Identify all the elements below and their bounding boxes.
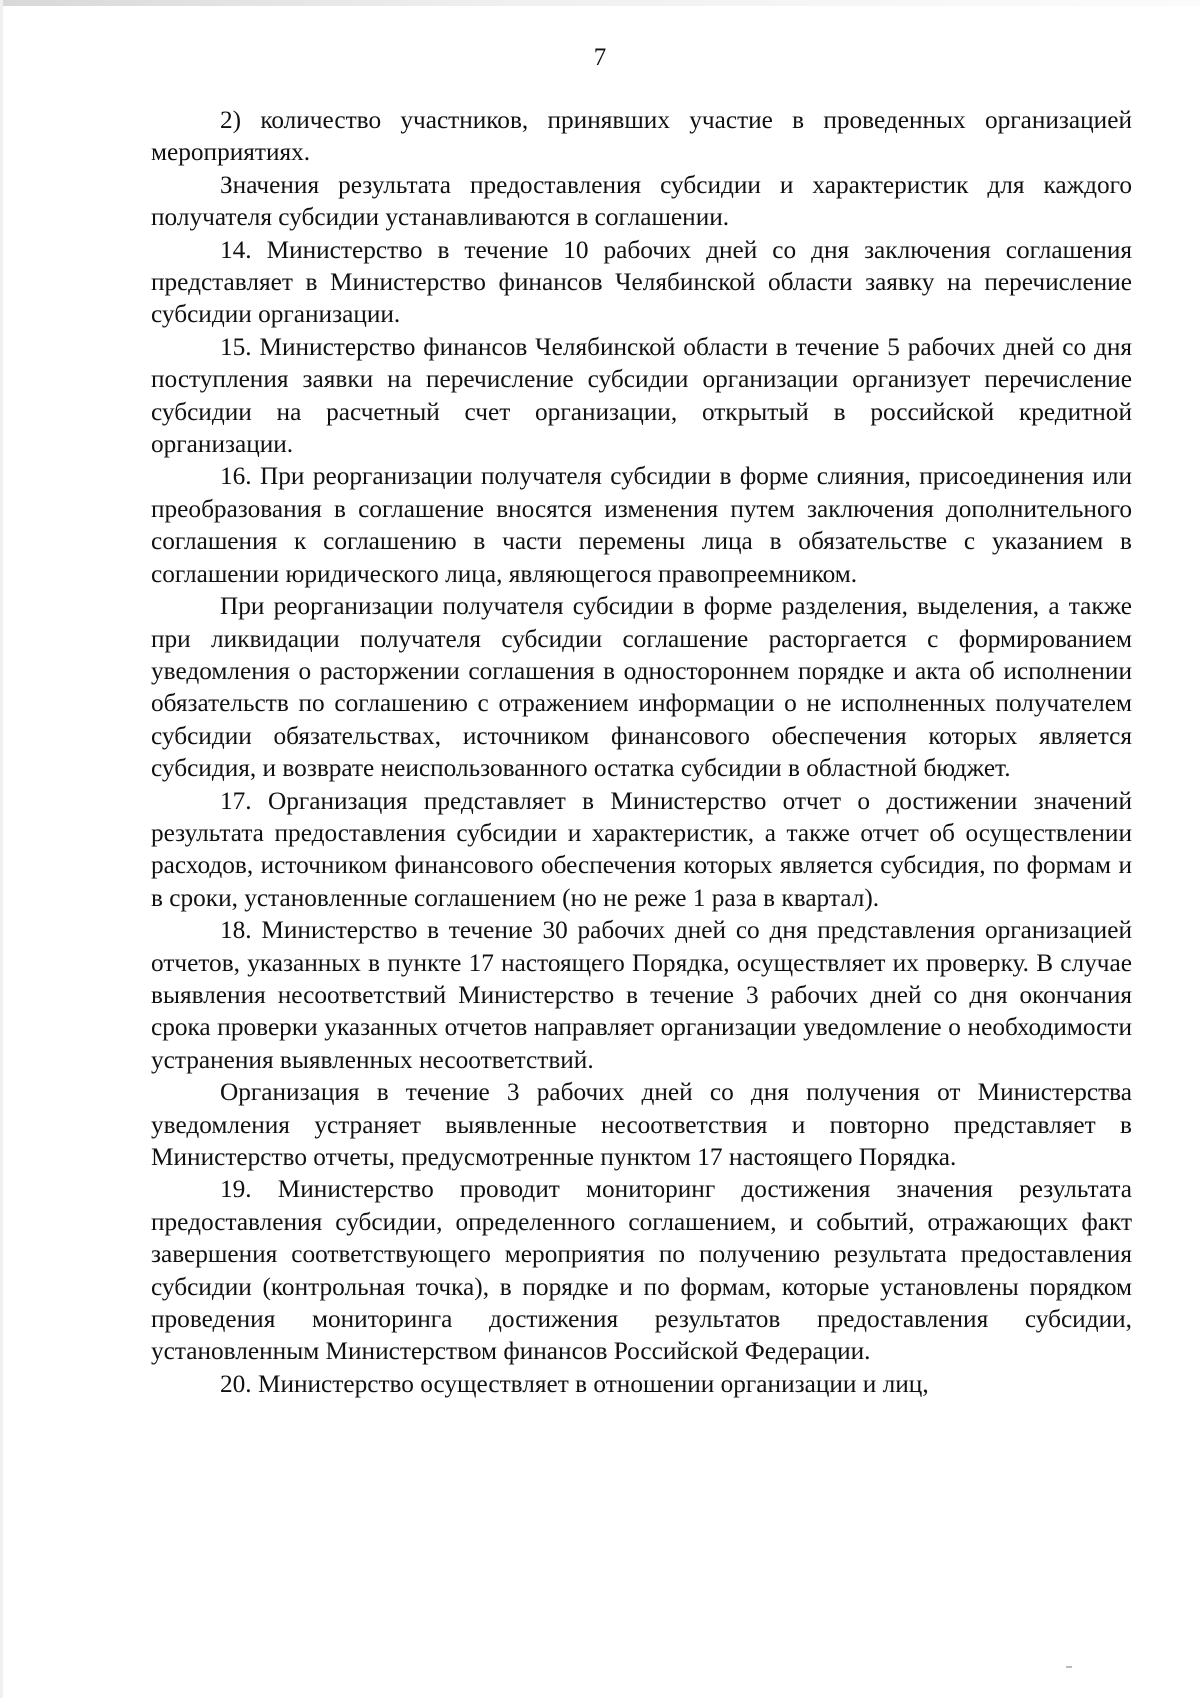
paragraph-20: 20. Министерство осуществляет в отношении организации и лиц,	[220, 1369, 929, 1398]
paragraph-15: 15. Министерство финансов Челябинской области в течение 5 рабочих дней со дня поступления заявки на перечисление субсидии организации организует перечисление субсидии на расчетный счет организации, открытый в российской кредитной организации.	[151, 332, 1132, 459]
paragraph-16: 16. При реорганизации получателя субсидии в форме слияния, присоединения или преобразования в соглашение вносятся изменения путем заключения дополнительного соглашения к соглашению в части перемены лица в обязательстве с указанием в соглашении юридического лица, являющегося правопреемником.	[151, 462, 1132, 588]
scan-edge-left	[0, 0, 3, 1698]
paragraph-result-values: Значения результата предоставления субсидии и характеристик для каждого получателя субсидии устанавливаются в соглашении.	[151, 170, 1132, 232]
paragraph-19: 19. Министерство проводит мониторинг достижения значения результата предоставления субсидии, определенного соглашением, и событий, отражающих факт завершения соответствующего мероприятия по получению результата предоставления субсидии (контрольная точка), в порядке и по формам, которые установлены порядком проведения мониторинга достижения результатов предоставления субсидии, установленным Министерством финансов Российской Федерации.	[151, 1175, 1132, 1366]
page-number: 7	[593, 44, 607, 71]
paragraph-14: 14. Министерство в течение 10 рабочих дней со дня заключения соглашения представляет в Министерство финансов Челябинской области заявку на перечисление субсидии организации.	[151, 235, 1132, 329]
paragraph-17: 17. Организация представляет в Министерство отчет о достижении значений результата предоставления субсидии и характеристик, а также отчет об осуществлении расходов, источником финансового обеспечения которых является субсидия, по формам и в сроки, установленные соглашением (но не реже 1 раза в квартал).	[151, 786, 1132, 912]
scan-speck	[1066, 1666, 1072, 1668]
scan-edge-top	[0, 0, 1200, 6]
paragraph-18: 18. Министерство в течение 30 рабочих дней со дня представления организацией отчетов, указанных в пункте 17 настоящего Порядка, осуществляет их проверку. В случае выявления несоответствий Министерство в течение 3 рабочих дней со дня окончания срока проверки указанных отчетов направляет организации уведомление о необходимости устранения выявленных несоответствий.	[151, 916, 1132, 1074]
paragraph-18-corrections: Организация в течение 3 рабочих дней со дня получения от Министерства уведомления устраняет выявленные несоответствия и повторно представляет в Министерство отчеты, предусмотренные пунктом 17 настоящего Порядка.	[151, 1078, 1132, 1171]
paragraph-item-2-participants: 2) количество участников, принявших участие в проведенных организацией мероприятиях.	[151, 106, 1132, 167]
document-body	[151, 104, 1132, 1400]
paragraph-16-reorganization: При реорганизации получателя субсидии в форме разделения, выделения, а также при ликвидации получателя субсидии соглашение расторгается с формированием уведомления о расторжении соглашения в одностороннем порядке и акта об исполнении обязательств по соглашению с отражением информации о не исполненных получателем субсидии обязательствах, источником финансового обеспечения которых является субсидия, и возврате неиспользованного остатка субсидии в областной бюджет.	[151, 592, 1132, 783]
